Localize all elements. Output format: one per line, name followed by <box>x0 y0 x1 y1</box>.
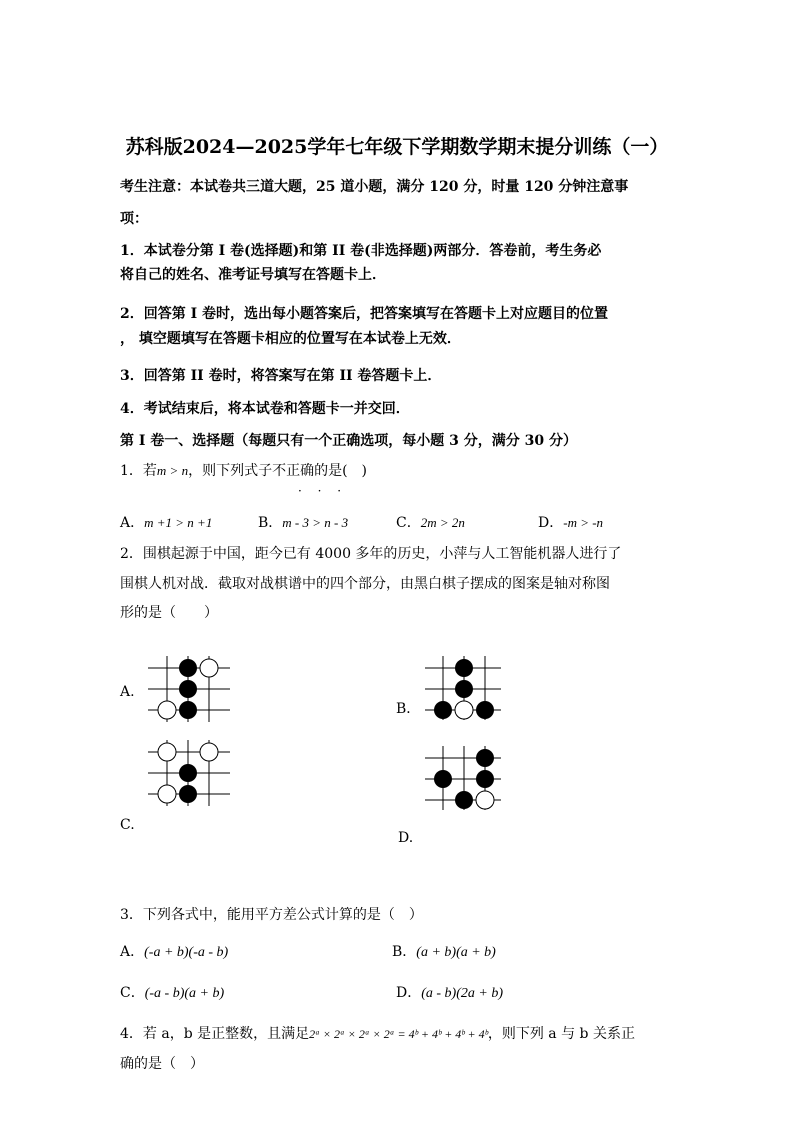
q1-option-b-label: B． <box>258 515 283 531</box>
question-4-stem <box>120 1023 635 1043</box>
q1-option-c-label: C． <box>396 515 421 531</box>
q1-option-c[interactable] <box>396 512 465 532</box>
q3-option-d[interactable] <box>396 982 503 1002</box>
q1-option-d-expr: -m > -n <box>563 515 604 530</box>
q1-option-a[interactable] <box>120 512 212 532</box>
white-stone <box>200 659 218 677</box>
question-2-line-1: 2．围棋起源于中国，距今已有 4000 多年的历史，小萍与人工智能机器人进行了 <box>120 546 622 562</box>
q3-option-d-expr: (a - b)(2a + b) <box>421 986 503 1001</box>
q1-option-a-label: A． <box>120 515 145 531</box>
black-stone <box>179 785 197 803</box>
q1-stem-pre: 1．若 <box>120 463 157 479</box>
black-stone <box>434 770 452 788</box>
black-stone <box>179 701 197 719</box>
question-4-line-2: 确的是（ ） <box>120 1056 204 1072</box>
white-stone <box>158 743 176 761</box>
black-stone <box>455 680 473 698</box>
q3-option-a-expr: (-a + b)(-a - b) <box>144 945 229 960</box>
section-heading: 第 I 卷一、选择题（每题只有一个正确选项，每小题 3 分，满分 30 分） <box>120 433 578 449</box>
q4-stem-pre: 4．若 a，b 是正整数，且满足 <box>120 1026 310 1042</box>
notice-line-2: 项： <box>120 211 148 227</box>
q3-option-d-label: D． <box>396 985 422 1001</box>
question-3-stem: 3．下列各式中，能用平方差公式计算的是（ ） <box>120 907 423 923</box>
black-stone <box>455 659 473 677</box>
q1-option-d-label: D． <box>538 515 564 531</box>
notice-item-3: 3．回答第 II 卷时，将答案写在第 II 卷答题卡上． <box>120 368 442 384</box>
q3-option-c-label: C． <box>120 985 145 1001</box>
black-stone <box>434 701 452 719</box>
black-stone <box>476 770 494 788</box>
white-stone <box>158 785 176 803</box>
question-1-stem <box>120 460 367 480</box>
q3-option-b[interactable] <box>392 941 496 961</box>
white-stone <box>200 743 218 761</box>
q1-option-a-expr: m +1 > n +1 <box>144 515 213 530</box>
q3-option-a-label: A． <box>120 944 145 960</box>
notice-item-2: 2．回答第 I 卷时，选出每小题答案后，把答案填写在答题卡上对应题目的位置 <box>120 306 609 322</box>
notice-item-1: 1．本试卷分第 I 卷(选择题)和第 II 卷(非选择题)两部分．答卷前，考生务必 <box>120 243 602 259</box>
black-stone <box>179 764 197 782</box>
notice-line-1: 考生注意：本试卷共三道大题，25 道小题，满分 120 分，时量 120 分钟注意事 <box>120 179 629 195</box>
q3-option-c[interactable] <box>120 982 224 1002</box>
question-2-line-2: 围棋人机对战．截取对战棋谱中的四个部分，由黑白棋子摆成的图案是轴对称图 <box>120 576 610 592</box>
black-stone <box>179 659 197 677</box>
q1-option-c-expr: 2m > 2n <box>420 515 465 530</box>
go-board-d-figure <box>423 744 503 812</box>
q3-option-b-expr: (a + b)(a + b) <box>416 945 496 960</box>
go-board-c-figure <box>146 738 232 808</box>
black-stone <box>476 701 494 719</box>
q1-option-b[interactable] <box>258 512 348 532</box>
white-stone <box>476 791 494 809</box>
q1-option-b-expr: m - 3 > n - 3 <box>282 515 349 530</box>
black-stone <box>179 680 197 698</box>
black-stone <box>476 749 494 767</box>
q1-emphasis-dots: · · · <box>298 484 348 498</box>
notice-item-2-cont: ， 填空题填写在答题卡相应的位置写在本试卷上无效． <box>120 331 461 347</box>
q3-option-c-expr: (-a - b)(a + b) <box>144 986 225 1001</box>
q2-option-a-label[interactable]: A. <box>120 684 135 700</box>
notice-item-1-cont: 将自己的姓名、准考证号填写在答题卡上． <box>120 267 386 283</box>
white-stone <box>158 701 176 719</box>
q3-option-a[interactable] <box>120 941 228 961</box>
q2-option-d-label[interactable]: D. <box>398 830 414 846</box>
q1-condition: m > n <box>156 463 189 478</box>
q1-option-d[interactable] <box>538 512 603 532</box>
q2-option-b-label[interactable]: B． <box>396 701 421 717</box>
black-stone <box>455 791 473 809</box>
go-board-b-figure <box>423 654 503 722</box>
notice-item-4: 4．考试结束后，将本试卷和答题卡一并交回． <box>120 401 410 417</box>
go-board-a-figure <box>146 654 232 724</box>
q3-option-b-label: B． <box>392 944 417 960</box>
q1-stem-post: ，则下列式子不正确的是( ) <box>188 463 368 479</box>
page-title: 苏科版2024—2025学年七年级下学期数学期末提分训练（一） <box>125 136 669 158</box>
q2-option-c-label[interactable]: C. <box>120 817 135 833</box>
white-stone <box>455 701 473 719</box>
question-2-line-3: 形的是（ ） <box>120 605 218 621</box>
q4-stem-post: ，则下列 a 与 b 关系正 <box>487 1026 635 1042</box>
q4-formula: 2ᵃ × 2ᵃ × 2ᵃ × 2ᵃ = 4ᵇ + 4ᵇ + 4ᵇ + 4ᵇ <box>309 1027 488 1041</box>
